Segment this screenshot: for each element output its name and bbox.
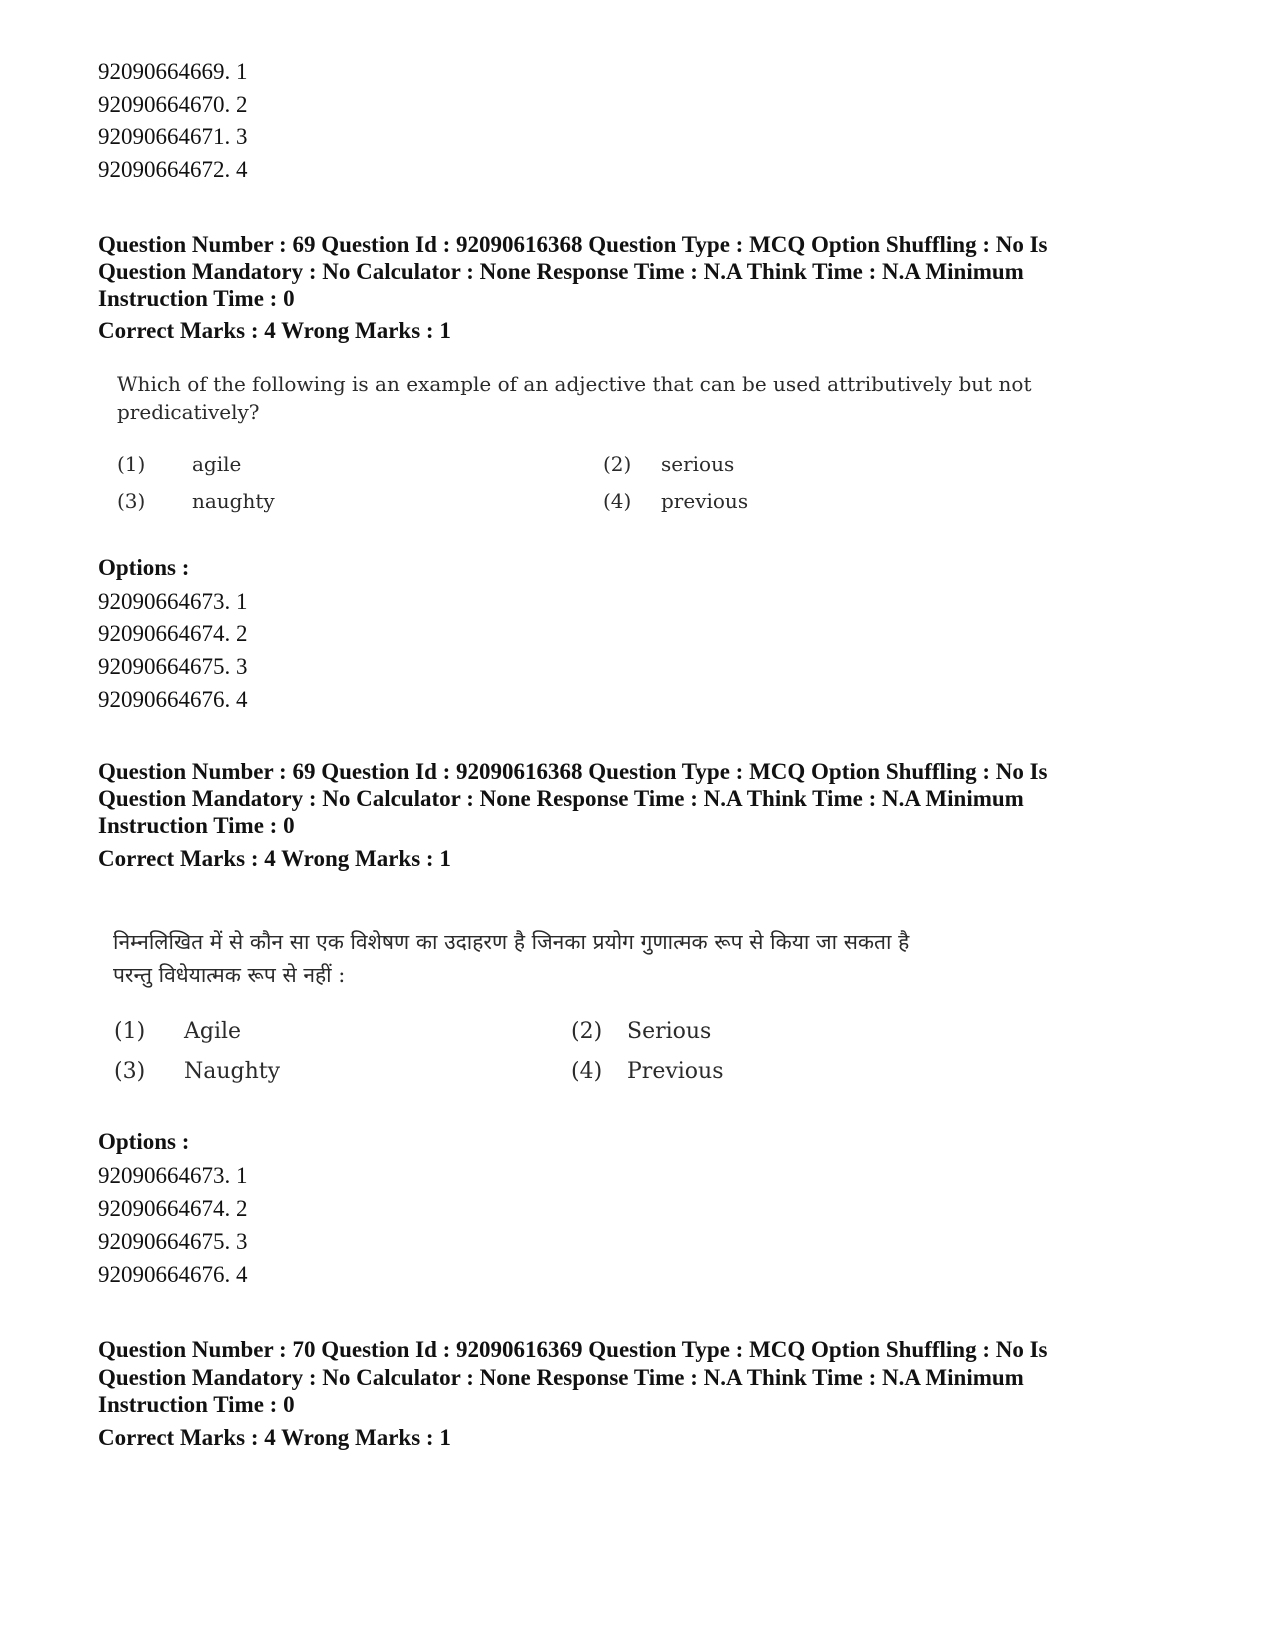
question-meta-line: Question Number : 69 Question Id : 92090616368 Question Type : MCQ Option Shuffling : No Is xyxy=(98,759,1048,784)
option-id-line: 92090664671. 3 xyxy=(98,124,248,149)
option-id-line: 92090664673. 1 xyxy=(98,1163,248,1188)
choice-number: (3) xyxy=(117,489,146,513)
option-id-line: 92090664669. 1 xyxy=(98,59,248,84)
option-id-line: 92090664670. 2 xyxy=(98,92,248,117)
question-meta-line: Instruction Time : 0 xyxy=(98,286,295,311)
marks-line: Correct Marks : 4 Wrong Marks : 1 xyxy=(98,318,451,343)
option-id-line: 92090664676. 4 xyxy=(98,1262,248,1287)
question-meta-line: Question Number : 70 Question Id : 92090616369 Question Type : MCQ Option Shuffling : No Is xyxy=(98,1337,1048,1362)
question-meta-line: Instruction Time : 0 xyxy=(98,1392,295,1417)
option-id-line: 92090664676. 4 xyxy=(98,687,248,712)
choice-text: Serious xyxy=(627,1019,712,1044)
question-text-line: Which of the following is an example of an adjective that can be used attributively but not xyxy=(117,372,1032,396)
choice-text: naughty xyxy=(192,489,275,513)
question-text-line: निम्नलिखित में से कौन सा एक विशेषण का उदाहरण है जिनका प्रयोग गुणात्मक रूप से किया जा सकता है xyxy=(113,930,910,954)
question-meta-line: Instruction Time : 0 xyxy=(98,813,295,838)
choice-text: Naughty xyxy=(184,1059,281,1084)
choice-number: (1) xyxy=(114,1019,146,1044)
option-id-line: 92090664675. 3 xyxy=(98,1229,248,1254)
option-id-line: 92090664674. 2 xyxy=(98,621,248,646)
question-text-line: predicatively? xyxy=(117,400,260,424)
option-id-line: 92090664672. 4 xyxy=(98,157,248,182)
choice-number: (4) xyxy=(571,1059,603,1084)
choice-number: (2) xyxy=(571,1019,603,1044)
choice-text: serious xyxy=(661,452,735,476)
options-heading: Options : xyxy=(98,1129,190,1154)
marks-line: Correct Marks : 4 Wrong Marks : 1 xyxy=(98,1425,451,1450)
question-meta-line: Question Mandatory : No Calculator : None Response Time : N.A Think Time : N.A Minimum xyxy=(98,1365,1024,1390)
option-id-line: 92090664674. 2 xyxy=(98,1196,248,1221)
marks-line: Correct Marks : 4 Wrong Marks : 1 xyxy=(98,846,451,871)
choice-number: (2) xyxy=(603,452,632,476)
question-meta-line: Question Number : 69 Question Id : 92090616368 Question Type : MCQ Option Shuffling : No Is xyxy=(98,232,1048,257)
choice-text: Agile xyxy=(184,1019,242,1044)
choice-text: agile xyxy=(192,452,242,476)
question-text-line: परन्तु विधेयात्मक रूप से नहीं : xyxy=(113,963,346,987)
option-id-line: 92090664673. 1 xyxy=(98,589,248,614)
options-heading: Options : xyxy=(98,555,190,580)
choice-text: Previous xyxy=(627,1059,724,1084)
question-meta-line: Question Mandatory : No Calculator : None Response Time : N.A Think Time : N.A Minimum xyxy=(98,786,1024,811)
choice-number: (4) xyxy=(603,489,632,513)
question-meta-line: Question Mandatory : No Calculator : None Response Time : N.A Think Time : N.A Minimum xyxy=(98,259,1024,284)
choice-number: (3) xyxy=(114,1059,146,1084)
option-id-line: 92090664675. 3 xyxy=(98,654,248,679)
choice-number: (1) xyxy=(117,452,146,476)
choice-text: previous xyxy=(661,489,749,513)
